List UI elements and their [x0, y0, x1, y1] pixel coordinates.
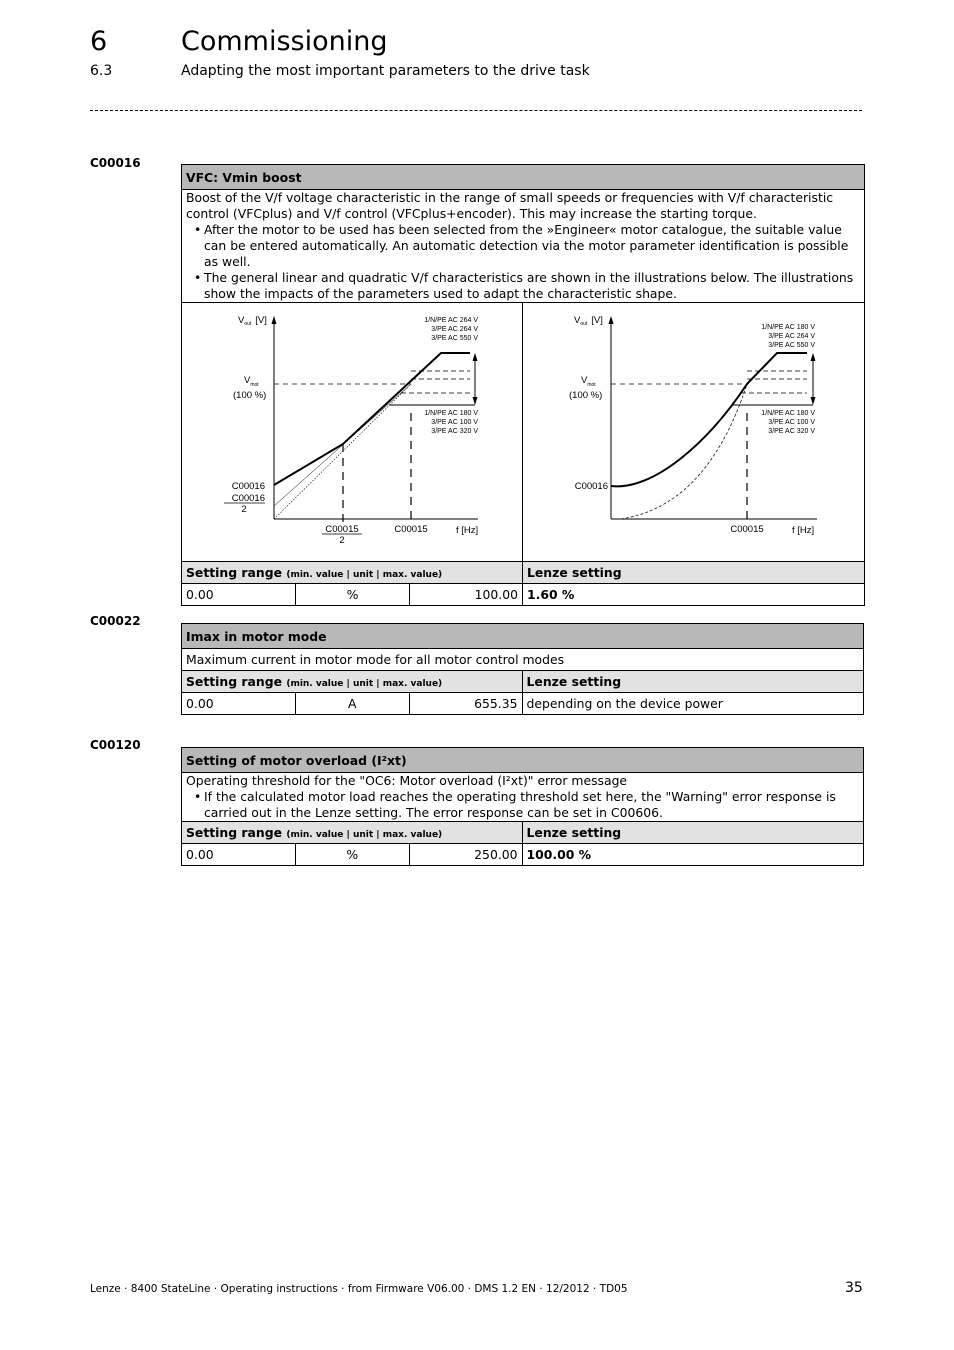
bullet-item: • The general linear and quadratic V/f characteristics are shown in the illustrations below. The illustrations show the impacts of the parameters used to adapt the characteristic shape.: [204, 270, 860, 302]
param-title: VFC: Vmin boost: [182, 165, 865, 190]
vmot-label: $V_{mot}$: [581, 375, 596, 388]
unit-value: A: [295, 693, 409, 715]
vmot-percent-label: (100 %): [569, 390, 603, 401]
y-axis-label: $V_{out}$ [V]: [238, 315, 267, 327]
upper-voltage-label: 3/PE AC 550 V: [768, 342, 815, 349]
unit-value: %: [296, 584, 410, 606]
y-axis-arrow: [609, 316, 614, 324]
setting-range-header: [182, 671, 523, 693]
lower-voltage-label: 3/PE AC 100 V: [431, 419, 478, 426]
y-axis-arrow: [272, 316, 277, 324]
quadratic-vf-figure: [523, 303, 865, 562]
param-description: Maximum current in motor mode for all motor control modes: [182, 649, 864, 671]
x-tick-c00015-half-num: C00015: [325, 524, 359, 535]
x-tick-c00015: C00015: [730, 524, 764, 535]
setting-range-label: Setting range: [186, 674, 282, 689]
chapter-title: Commissioning: [181, 26, 388, 57]
max-value: 100.00: [410, 584, 523, 606]
upper-voltage-label: 1/N/PE AC 180 V: [761, 324, 815, 331]
setting-range-hint: (min. value | unit | max. value): [286, 679, 443, 689]
x-axis-label: f [Hz]: [456, 525, 479, 536]
description-bullets: [186, 789, 859, 821]
y-tick-c00016: C00016: [231, 481, 265, 492]
param-table-c00016: [181, 164, 865, 606]
range-arrow-up: [811, 353, 816, 361]
param-description: [182, 773, 864, 822]
param-code-c00120: C00120: [90, 738, 141, 752]
lower-voltage-label: 3/PE AC 100 V: [768, 419, 815, 426]
description-bullets: [186, 222, 860, 302]
param-title: Imax in motor mode: [182, 624, 864, 649]
setting-range-label: Setting range: [186, 825, 282, 840]
section-number: 6.3: [90, 63, 113, 79]
quadratic-reference-curve: [621, 384, 747, 519]
lenze-setting-header: Lenze setting: [522, 671, 863, 693]
bullet-item: • After the motor to be used has been selected from the »Engineer« motor catalogue, the suitable value can be entered automatically. An automatic detection via the motor parameter identification is possible as well.: [204, 222, 860, 270]
footer-text: Lenze · 8400 StateLine · Operating instructions · from Firmware V06.00 · DMS 1.2 EN · 12/2012 · TD05: [90, 1283, 628, 1295]
max-value: 655.35: [409, 693, 522, 715]
x-tick-c00015-half-den: 2: [339, 535, 345, 546]
y-tick-c00016: C00016: [574, 481, 608, 492]
lenze-value: depending on the device power: [522, 693, 863, 715]
lower-voltage-label: 1/N/PE AC 180 V: [424, 410, 478, 417]
param-table-c00120: [181, 747, 864, 866]
unit-value: %: [295, 844, 409, 866]
lenze-setting-header: Lenze setting: [522, 822, 863, 844]
quadratic-vf-diagram: [523, 303, 864, 558]
y-axis-label: $V_{out}$ [V]: [574, 315, 603, 327]
lower-voltage-label: 1/N/PE AC 180 V: [761, 410, 815, 417]
setting-range-label: Setting range: [186, 565, 282, 580]
range-arrow-down: [473, 397, 478, 405]
lenze-value: 1.60 %: [523, 584, 865, 606]
y-tick-c00016-half-num: C00016: [231, 493, 265, 504]
setting-range-hint: (min. value | unit | max. value): [286, 570, 443, 580]
range-arrow-down: [811, 397, 816, 405]
lower-voltage-label: 3/PE AC 320 V: [768, 428, 815, 435]
page-number: 35: [845, 1280, 863, 1296]
lenze-value: 100.00 %: [522, 844, 863, 866]
section-title: Adapting the most important parameters to the drive task: [181, 63, 590, 79]
upper-voltage-label: 3/PE AC 264 V: [768, 333, 815, 340]
range-arrow-up: [473, 353, 478, 361]
param-description: [182, 190, 865, 303]
setting-range-header: [182, 562, 523, 584]
min-value: 0.00: [182, 584, 296, 606]
min-value: 0.00: [182, 693, 296, 715]
min-value: 0.00: [182, 844, 296, 866]
y-tick-c00016-half-den: 2: [241, 504, 247, 515]
max-value: 250.00: [409, 844, 522, 866]
upper-voltage-label: 3/PE AC 264 V: [431, 326, 478, 333]
linear-vf-diagram: [182, 303, 522, 558]
param-code-c00022: C00022: [90, 614, 141, 628]
description-text: Boost of the V/f voltage characteristic in the range of small speeds or frequencies with V/f characteristic control (VFCplus) and V/f control (VFCplus+encoder). This may increase the starting torque.: [186, 190, 834, 221]
linear-vf-figure: [182, 303, 523, 562]
upper-voltage-label: 1/N/PE AC 264 V: [424, 317, 478, 324]
vmot-label: $V_{mot}$: [244, 375, 259, 388]
x-tick-c00015: C00015: [394, 524, 428, 535]
setting-range-header: [182, 822, 523, 844]
header-divider: [90, 110, 862, 111]
param-title: Setting of motor overload (I²xt): [182, 748, 864, 773]
vmot-percent-label: (100 %): [233, 390, 267, 401]
param-table-c00022: [181, 623, 864, 715]
chapter-number: 6: [90, 26, 108, 57]
param-code-c00016: C00016: [90, 156, 141, 170]
bullet-item: • If the calculated motor load reaches the operating threshold set here, the "Warning" error response is carried out in the Lenze setting. The error response can be set in C00606.: [204, 789, 859, 821]
description-text: Operating threshold for the "OC6: Motor overload (I²xt)" error message: [186, 773, 628, 788]
lower-voltage-label: 3/PE AC 320 V: [431, 428, 478, 435]
upper-voltage-label: 3/PE AC 550 V: [431, 335, 478, 342]
x-axis-label: f [Hz]: [792, 525, 815, 536]
setting-range-hint: (min. value | unit | max. value): [286, 830, 443, 840]
lenze-setting-header: Lenze setting: [523, 562, 865, 584]
